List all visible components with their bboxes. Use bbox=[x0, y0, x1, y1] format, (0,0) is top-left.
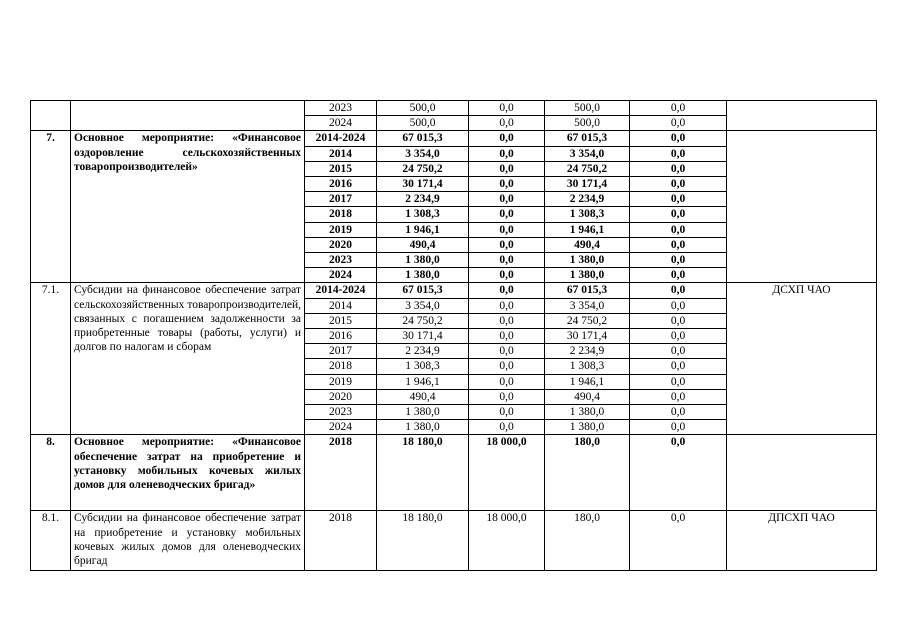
other-cell: 0,0 bbox=[630, 389, 727, 404]
year-cell: 2023 bbox=[305, 101, 377, 116]
item-name: Субсидии на финансовое обеспечение затрат на приобретение и установку мобильных кочевых жилых домов для оленеводческих бригад bbox=[71, 511, 305, 571]
federal-cell: 0,0 bbox=[469, 207, 545, 222]
budget-table bbox=[30, 100, 877, 571]
other-cell: 0,0 bbox=[630, 359, 727, 374]
regional-cell: 1 308,3 bbox=[545, 359, 630, 374]
other-cell: 0,0 bbox=[630, 298, 727, 313]
item-number: 8. bbox=[31, 435, 71, 511]
federal-cell: 0,0 bbox=[469, 131, 545, 146]
table-row bbox=[31, 435, 877, 511]
regional-cell: 490,4 bbox=[545, 237, 630, 252]
responsible-executor: ДСХП ЧАО bbox=[727, 283, 877, 435]
regional-cell: 2 234,9 bbox=[545, 192, 630, 207]
regional-cell: 24 750,2 bbox=[545, 161, 630, 176]
year-cell: 2015 bbox=[305, 161, 377, 176]
regional-cell: 1 380,0 bbox=[545, 420, 630, 435]
total-cell: 67 015,3 bbox=[377, 131, 469, 146]
year-cell: 2015 bbox=[305, 313, 377, 328]
total-cell: 2 234,9 bbox=[377, 192, 469, 207]
item-number: 8.1. bbox=[31, 511, 71, 571]
other-cell: 0,0 bbox=[630, 101, 727, 116]
regional-cell: 1 380,0 bbox=[545, 405, 630, 420]
other-cell: 0,0 bbox=[630, 405, 727, 420]
federal-cell: 0,0 bbox=[469, 101, 545, 116]
total-cell: 1 946,1 bbox=[377, 374, 469, 389]
item-number bbox=[31, 101, 71, 131]
item-name bbox=[71, 101, 305, 131]
total-cell: 500,0 bbox=[377, 101, 469, 116]
regional-cell: 180,0 bbox=[545, 511, 630, 571]
regional-cell: 1 380,0 bbox=[545, 253, 630, 268]
other-cell: 0,0 bbox=[630, 131, 727, 146]
total-cell: 67 015,3 bbox=[377, 283, 469, 298]
item-name: Субсидии на финансовое обеспечение затрат сельскохозяйственных товаропроизводителей, связанных с погашением задолженности за приобретенные товары (работы, услуги) и долгов по налогам и сборам bbox=[71, 283, 305, 435]
year-cell: 2018 bbox=[305, 359, 377, 374]
regional-cell: 30 171,4 bbox=[545, 177, 630, 192]
year-cell: 2017 bbox=[305, 344, 377, 359]
total-cell: 1 380,0 bbox=[377, 268, 469, 283]
federal-cell: 0,0 bbox=[469, 389, 545, 404]
other-cell: 0,0 bbox=[630, 237, 727, 252]
federal-cell: 0,0 bbox=[469, 177, 545, 192]
other-cell: 0,0 bbox=[630, 435, 727, 511]
year-cell: 2024 bbox=[305, 268, 377, 283]
total-cell: 500,0 bbox=[377, 116, 469, 131]
responsible-executor: ДПСХП ЧАО bbox=[727, 511, 877, 571]
responsible-executor bbox=[727, 101, 877, 131]
year-cell: 2016 bbox=[305, 329, 377, 344]
total-cell: 30 171,4 bbox=[377, 177, 469, 192]
federal-cell: 0,0 bbox=[469, 253, 545, 268]
total-cell: 1 380,0 bbox=[377, 420, 469, 435]
year-cell: 2024 bbox=[305, 420, 377, 435]
regional-cell: 67 015,3 bbox=[545, 283, 630, 298]
table-row bbox=[31, 101, 877, 116]
total-cell: 3 354,0 bbox=[377, 146, 469, 161]
total-cell: 2 234,9 bbox=[377, 344, 469, 359]
total-cell: 24 750,2 bbox=[377, 313, 469, 328]
year-cell: 2014-2024 bbox=[305, 283, 377, 298]
federal-cell: 0,0 bbox=[469, 268, 545, 283]
regional-cell: 24 750,2 bbox=[545, 313, 630, 328]
budget-table-page bbox=[30, 100, 876, 571]
other-cell: 0,0 bbox=[630, 253, 727, 268]
regional-cell: 500,0 bbox=[545, 101, 630, 116]
responsible-executor bbox=[727, 131, 877, 283]
table-row bbox=[31, 511, 877, 571]
year-cell: 2024 bbox=[305, 116, 377, 131]
responsible-executor bbox=[727, 435, 877, 511]
year-cell: 2018 bbox=[305, 435, 377, 511]
federal-cell: 0,0 bbox=[469, 313, 545, 328]
other-cell: 0,0 bbox=[630, 511, 727, 571]
item-name: Основное мероприятие: «Финансовое оздоровление сельскохозяйственных товаропроизводителей» bbox=[71, 131, 305, 283]
year-cell: 2019 bbox=[305, 374, 377, 389]
federal-cell: 0,0 bbox=[469, 329, 545, 344]
other-cell: 0,0 bbox=[630, 374, 727, 389]
other-cell: 0,0 bbox=[630, 207, 727, 222]
year-cell: 2023 bbox=[305, 253, 377, 268]
total-cell: 1 308,3 bbox=[377, 207, 469, 222]
other-cell: 0,0 bbox=[630, 116, 727, 131]
other-cell: 0,0 bbox=[630, 313, 727, 328]
federal-cell: 18 000,0 bbox=[469, 435, 545, 511]
year-cell: 2014 bbox=[305, 298, 377, 313]
year-cell: 2017 bbox=[305, 192, 377, 207]
item-number: 7. bbox=[31, 131, 71, 283]
year-cell: 2020 bbox=[305, 389, 377, 404]
other-cell: 0,0 bbox=[630, 283, 727, 298]
item-number: 7.1. bbox=[31, 283, 71, 435]
table-row bbox=[31, 131, 877, 146]
other-cell: 0,0 bbox=[630, 329, 727, 344]
year-cell: 2014 bbox=[305, 146, 377, 161]
federal-cell: 0,0 bbox=[469, 222, 545, 237]
total-cell: 18 180,0 bbox=[377, 435, 469, 511]
item-name: Основное мероприятие: «Финансовое обеспечение затрат на приобретение и установку мобильных кочевых жилых домов для оленеводческих бригад» bbox=[71, 435, 305, 511]
other-cell: 0,0 bbox=[630, 146, 727, 161]
regional-cell: 500,0 bbox=[545, 116, 630, 131]
year-cell: 2019 bbox=[305, 222, 377, 237]
total-cell: 24 750,2 bbox=[377, 161, 469, 176]
regional-cell: 1 946,1 bbox=[545, 222, 630, 237]
regional-cell: 180,0 bbox=[545, 435, 630, 511]
federal-cell: 0,0 bbox=[469, 237, 545, 252]
regional-cell: 3 354,0 bbox=[545, 298, 630, 313]
other-cell: 0,0 bbox=[630, 222, 727, 237]
total-cell: 1 380,0 bbox=[377, 405, 469, 420]
federal-cell: 0,0 bbox=[469, 116, 545, 131]
other-cell: 0,0 bbox=[630, 268, 727, 283]
year-cell: 2016 bbox=[305, 177, 377, 192]
federal-cell: 0,0 bbox=[469, 283, 545, 298]
federal-cell: 0,0 bbox=[469, 405, 545, 420]
federal-cell: 0,0 bbox=[469, 359, 545, 374]
regional-cell: 2 234,9 bbox=[545, 344, 630, 359]
year-cell: 2018 bbox=[305, 207, 377, 222]
federal-cell: 0,0 bbox=[469, 420, 545, 435]
other-cell: 0,0 bbox=[630, 177, 727, 192]
total-cell: 490,4 bbox=[377, 237, 469, 252]
other-cell: 0,0 bbox=[630, 161, 727, 176]
federal-cell: 0,0 bbox=[469, 161, 545, 176]
total-cell: 18 180,0 bbox=[377, 511, 469, 571]
regional-cell: 1 308,3 bbox=[545, 207, 630, 222]
other-cell: 0,0 bbox=[630, 344, 727, 359]
regional-cell: 67 015,3 bbox=[545, 131, 630, 146]
other-cell: 0,0 bbox=[630, 192, 727, 207]
total-cell: 490,4 bbox=[377, 389, 469, 404]
federal-cell: 18 000,0 bbox=[469, 511, 545, 571]
regional-cell: 30 171,4 bbox=[545, 329, 630, 344]
year-cell: 2018 bbox=[305, 511, 377, 571]
federal-cell: 0,0 bbox=[469, 374, 545, 389]
regional-cell: 1 946,1 bbox=[545, 374, 630, 389]
regional-cell: 3 354,0 bbox=[545, 146, 630, 161]
federal-cell: 0,0 bbox=[469, 298, 545, 313]
table-row bbox=[31, 283, 877, 298]
year-cell: 2014-2024 bbox=[305, 131, 377, 146]
federal-cell: 0,0 bbox=[469, 344, 545, 359]
federal-cell: 0,0 bbox=[469, 146, 545, 161]
regional-cell: 490,4 bbox=[545, 389, 630, 404]
year-cell: 2020 bbox=[305, 237, 377, 252]
total-cell: 1 946,1 bbox=[377, 222, 469, 237]
total-cell: 1 308,3 bbox=[377, 359, 469, 374]
year-cell: 2023 bbox=[305, 405, 377, 420]
regional-cell: 1 380,0 bbox=[545, 268, 630, 283]
total-cell: 1 380,0 bbox=[377, 253, 469, 268]
other-cell: 0,0 bbox=[630, 420, 727, 435]
total-cell: 3 354,0 bbox=[377, 298, 469, 313]
total-cell: 30 171,4 bbox=[377, 329, 469, 344]
federal-cell: 0,0 bbox=[469, 192, 545, 207]
